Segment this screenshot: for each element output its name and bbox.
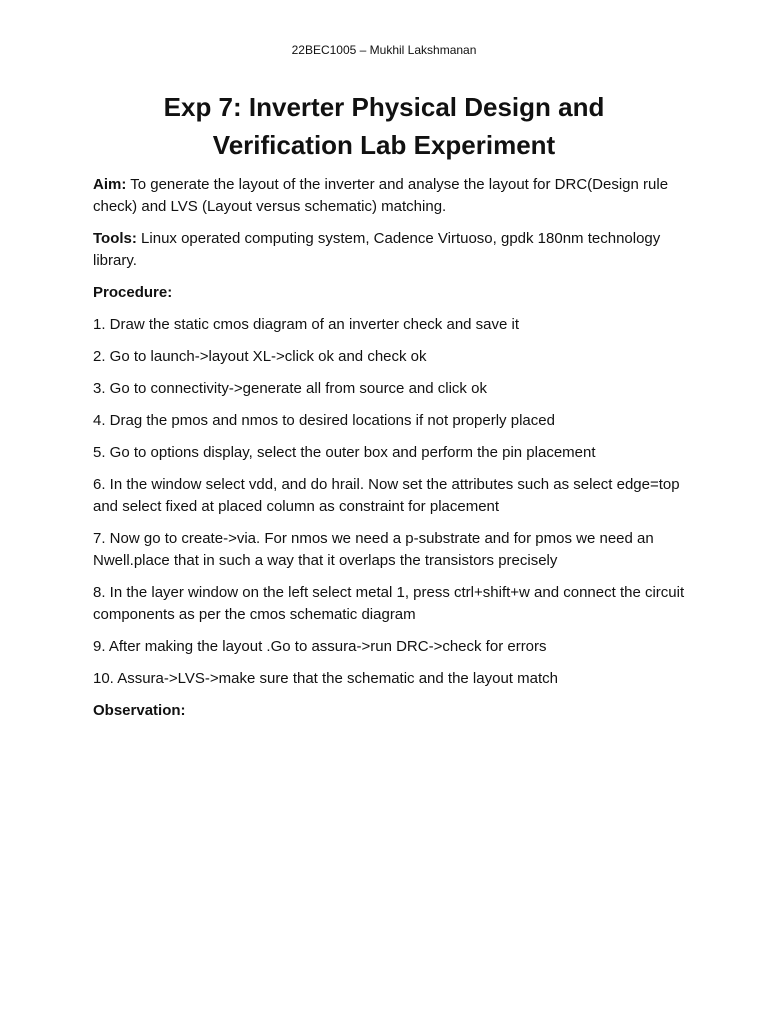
title-line-1: Exp 7: Inverter Physical Design and: [163, 92, 605, 122]
procedure-step: 4. Drag the pmos and nmos to desired locations if not properly placed: [93, 412, 555, 429]
tools-label: Tools:: [93, 230, 137, 247]
procedure-step: 5. Go to options display, select the outer box and perform the pin placement: [93, 444, 596, 461]
tools-text: Linux operated computing system, Cadence Virtuoso, gpdk 180nm technology library.: [93, 230, 661, 269]
observation-label: Observation:: [93, 702, 186, 719]
procedure-step: 6. In the window select vdd, and do hrail. Now set the attributes such as select edge=top and select fixed at placed column as constraint for placement: [93, 476, 680, 515]
title-line-2: Verification Lab Experiment: [212, 130, 556, 160]
procedure-label: Procedure:: [93, 284, 173, 301]
page-title: [110, 88, 658, 164]
page-header: 22BEC1005 – Mukhil Lakshmanan: [291, 43, 477, 57]
procedure-heading: [93, 282, 693, 304]
procedure-step: 2. Go to launch->layout XL->click ok and check ok: [93, 348, 427, 365]
aim-text: To generate the layout of the inverter and analyse the layout for DRC(Design rule check) and LVS (Layout versus schematic) matching.: [93, 176, 669, 215]
procedure-step: 8. In the layer window on the left select metal 1, press ctrl+shift+w and connect the circuit components as per the cmos schematic diagram: [93, 584, 685, 623]
document-body: [93, 174, 693, 732]
procedure-step: 1. Draw the static cmos diagram of an inverter check and save it: [93, 316, 520, 333]
procedure-step: 10. Assura->LVS->make sure that the schematic and the layout match: [93, 670, 558, 687]
procedure-step: 9. After making the layout .Go to assura->run DRC->check for errors: [93, 638, 547, 655]
procedure-step: 7. Now go to create->via. For nmos we need a p-substrate and for pmos we need an Nwell.place that in such a way that it overlaps the transistors precisely: [93, 530, 654, 569]
observation-heading: [93, 700, 693, 722]
tools-paragraph: [93, 228, 693, 272]
aim-label: Aim:: [93, 176, 127, 193]
aim-paragraph: [93, 174, 693, 218]
procedure-step: 3. Go to connectivity->generate all from source and click ok: [93, 380, 487, 397]
